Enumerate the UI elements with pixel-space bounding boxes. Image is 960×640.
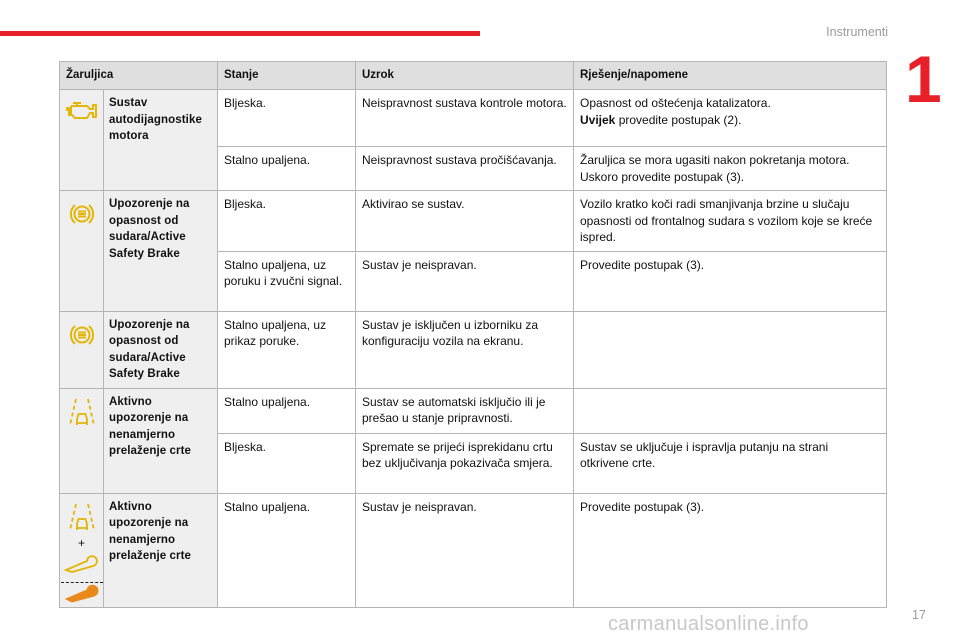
cause-cell: Sustav je neispravan. xyxy=(356,493,574,608)
cause-cell: Aktivirao se sustav. xyxy=(356,191,574,252)
state-cell: Stalno upaljena. xyxy=(218,147,356,191)
solution-cell: Provedite postupak (3). xyxy=(574,493,887,608)
lamp-name: Aktivno upozorenje na nenamjerno prelaženje crte xyxy=(104,493,218,608)
lamp-name: Aktivno upozorenje na nenamjerno prelaženje crte xyxy=(104,388,218,493)
watermark: carmanualsonline.info xyxy=(608,613,809,635)
lamp-name: Sustav autodijagnostike motora xyxy=(104,90,218,191)
collision-warning-icon xyxy=(67,199,97,234)
table-row xyxy=(60,90,887,147)
state-cell: Stalno upaljena. xyxy=(218,388,356,433)
solution-line: provedite postupak (2). xyxy=(615,112,742,127)
lamp-icon-cell xyxy=(60,191,104,312)
cause-cell: Neispravnost sustava pročišćavanja. xyxy=(356,147,574,191)
state-cell: Stalno upaljena, uz poruku i zvučni signal. xyxy=(218,251,356,311)
lamp-icon-cell xyxy=(60,493,104,608)
table-row xyxy=(60,311,887,388)
lamp-icon-cell xyxy=(60,311,104,388)
section-title: Instrumenti xyxy=(826,25,888,39)
lane-departure-icon xyxy=(67,397,97,432)
solution-cell xyxy=(574,90,887,147)
engine-icon xyxy=(65,98,99,127)
column-header-cause: Uzrok xyxy=(356,62,574,90)
solution-cell: Vozilo kratko koči radi smanjivanja brzine u slučaju opasnosti od frontalnog sudara s vozilom koje se kreće ispred. xyxy=(574,191,887,252)
state-cell: Bljeska. xyxy=(218,433,356,493)
cause-cell: Spremate se prijeći isprekidanu crtu bez uključivanja pokazivača smjera. xyxy=(356,433,574,493)
table-row xyxy=(60,493,887,608)
state-cell: Bljeska. xyxy=(218,90,356,147)
state-cell: Stalno upaljena. xyxy=(218,493,356,608)
wrench-icon xyxy=(63,583,101,608)
solution-cell: Žaruljica se mora ugasiti nakon pokretanja motora. Uskoro provedite postupak (3). xyxy=(574,147,887,191)
lamp-name: Upozorenje na opasnost od sudara/Active Safety Brake xyxy=(104,311,218,388)
lamp-name: Upozorenje na opasnost od sudara/Active Safety Brake xyxy=(104,191,218,312)
state-cell: Bljeska. xyxy=(218,191,356,252)
solution-cell: Sustav se uključuje i ispravlja putanju na strani otkrivene crte. xyxy=(574,433,887,493)
lane-departure-icon xyxy=(67,502,97,537)
table-header-row xyxy=(60,62,887,90)
collision-warning-icon xyxy=(67,320,97,355)
table-row xyxy=(60,388,887,433)
warning-lamps-table xyxy=(59,61,887,608)
column-header-lamp: Žaruljica xyxy=(60,62,218,90)
cause-cell: Sustav je neispravan. xyxy=(356,251,574,311)
column-header-state: Stanje xyxy=(218,62,356,90)
state-cell: Stalno upaljena, uz prikaz poruke. xyxy=(218,311,356,388)
solution-line: Opasnost od oštećenja katalizatora. xyxy=(580,96,771,110)
lamp-icon-cell xyxy=(60,388,104,493)
header-red-bar xyxy=(0,31,480,36)
cause-cell: Sustav je isključen u izborniku za konfiguraciju vozila na ekranu. xyxy=(356,311,574,388)
solution-cell xyxy=(574,311,887,388)
solution-cell: Provedite postupak (3). xyxy=(574,251,887,311)
lamp-icon-cell xyxy=(60,90,104,191)
solution-emphasis: Uvijek xyxy=(580,112,616,127)
plus-sign: + xyxy=(77,536,85,550)
column-header-solution: Rješenje/napomene xyxy=(574,62,887,90)
cause-cell: Neispravnost sustava kontrole motora. xyxy=(356,90,574,147)
table-row xyxy=(60,191,887,252)
chapter-number: 1 xyxy=(905,42,942,116)
wrench-outline-icon xyxy=(63,555,101,578)
solution-cell xyxy=(574,388,887,433)
page-number: 17 xyxy=(912,608,926,622)
cause-cell: Sustav se automatski isključio ili je prešao u stanje pripravnosti. xyxy=(356,388,574,433)
